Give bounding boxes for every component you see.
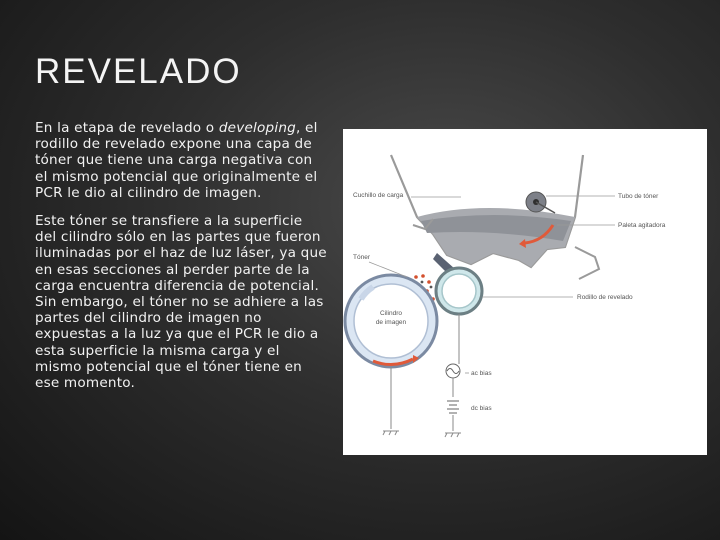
dc-bias-symbol [447, 401, 459, 413]
ac-bias-symbol [446, 364, 460, 378]
slide-title: REVELADO [35, 52, 242, 91]
label-ac-bias: ac bias [471, 370, 492, 377]
label-agitator: Paleta agitadora [618, 222, 666, 229]
paragraph-1: En la etapa de revelado o developing, el rodillo de revelado expone una capa de tóner que tiene una carga negativa con el mismo potencial que originalmente el PCR le dio al cilindro de imagen. [35, 120, 318, 201]
emphasis-developing: developing [218, 120, 296, 136]
developing-roller [436, 268, 482, 314]
slide-body [35, 120, 327, 403]
label-dc-bias: dc bias [471, 405, 492, 412]
developing-diagram [343, 129, 707, 455]
toner-tube [526, 192, 555, 213]
ground-symbols [383, 431, 461, 437]
label-toner: Tóner [353, 254, 370, 261]
label-toner-tube: Tubo de tóner [618, 193, 659, 200]
paragraph-2: Este tóner se transfiere a la superficie del cilindro sólo en las partes que fueron iluminadas por el haz de luz láser, ya que en esas secciones al perder parte de la carga encuentra diferencia de potencial. Sin embargo, el tóner no se adhiere a las partes del cilindro de imagen no expuestas a la luz ya que el PCR le dio a esta superficie la misma carga y el mismo potencial que el tóner tiene en ese momento. [35, 213, 327, 392]
label-charge-blade: Cuchillo de carga [353, 192, 404, 199]
drum-label-line1: Cilindro [379, 310, 403, 317]
drum-label-line2: de imagen [375, 319, 407, 326]
label-developing-roller: Rodillo de revelado [577, 294, 633, 301]
